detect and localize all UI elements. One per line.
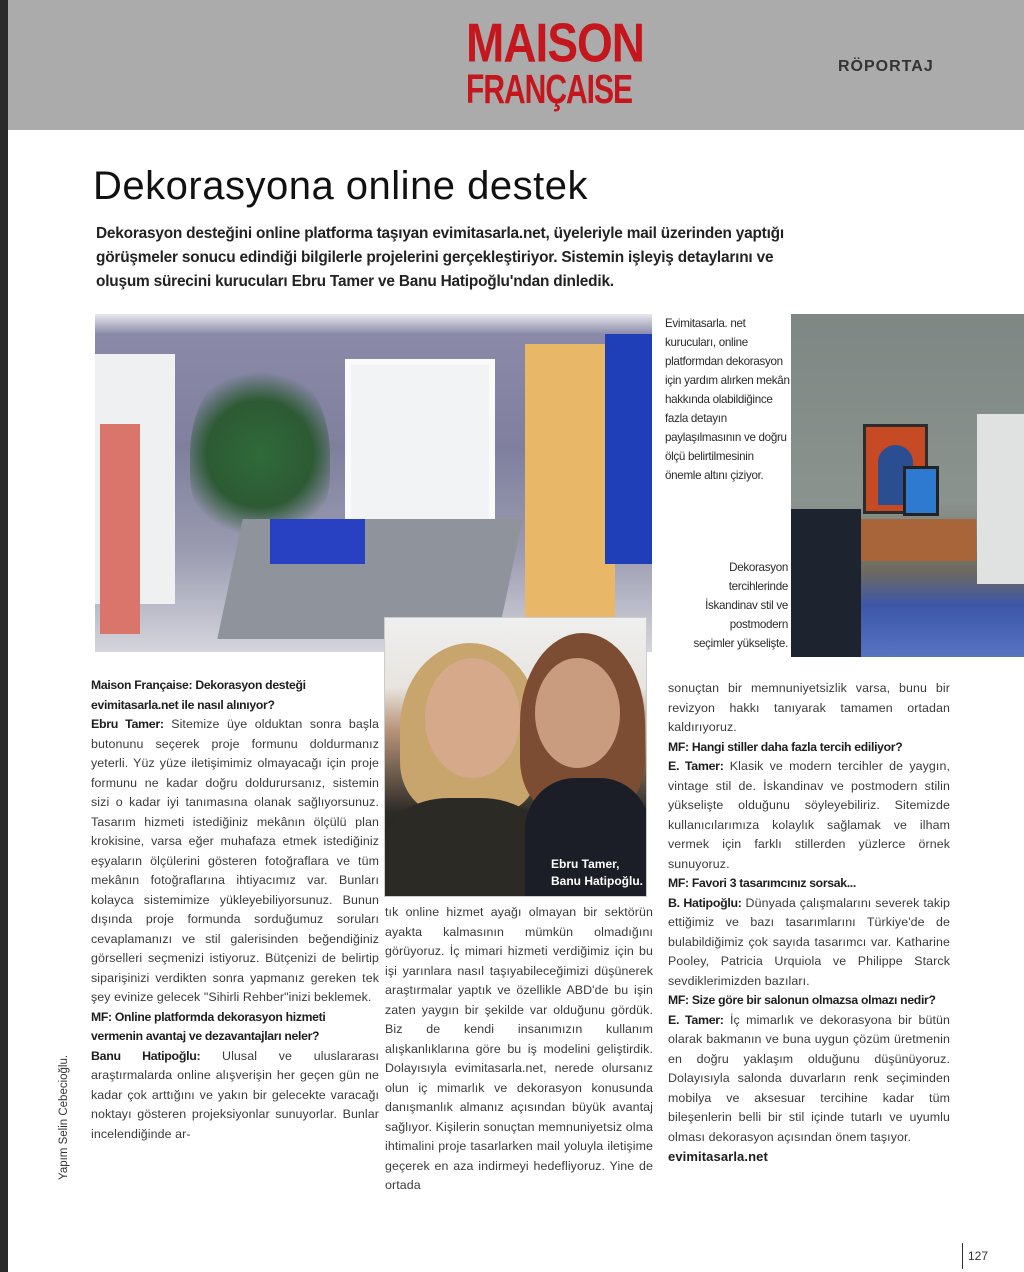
question-1: Maison Française: Dekorasyon desteği evimitasarla.net ile nasıl alınıyor? bbox=[91, 678, 306, 712]
speaker-label: E. Tamer: bbox=[668, 1012, 724, 1027]
maison-francaise-logo bbox=[466, 12, 644, 113]
article-lead: Dekorasyon desteğini online platforma taşıyan evimitasarla.net, üyeleriyle mail üzerinden yaptığı görüşmeler sonucu edindiği bilgilerle projelerini gerçekleştiriyor. Sistemin işleyiş detaylarını ve oluşum sürecini kurucuları Ebru Tamer ve Banu Hatipoğlu'ndan dinledik. bbox=[96, 225, 784, 290]
answer-2-part-2: tık online hizmet ayağı olmayan bir sektörün ayakta kalmasının mümkün olmadığını görüyoruz. İç mimari hizmeti verdiğimiz için bu işi yarınlara nasıl taşıyabileceğimizi düşünerek araştırmalar yaptık ve özellikle ABD'de bu işin zaten yaygın bir şekilde var olduğunu gördük. Biz de kendi insanımızın kullanım alışkanlıklarına göre bu iş modelini geliştirdik. Dolayısıyla evimitasarla.net, nerede olursanız olun iç mimarlık ve dekorasyon konusunda danışmanlık almanız açısından büyük avantaj sağlıyor. Kişilerin sonuçtan memnuniyetsiz olma ihtimalini proje tasarlarken mail yoluyla iletişime geçerek en aza indirmeyi hedefliyoruz. Yine de ortada bbox=[385, 905, 653, 1192]
photo-caption-founders-advice: Evimitasarla. net kurucuları, online platformdan dekorasyon için yardım alırken mekân hakkında olabildiğince fazla detayın paylaşılmasının ve doğru ölçü belirtilmesinin önemle altını çiziyor. bbox=[665, 317, 790, 482]
page-number: 127 bbox=[962, 1243, 988, 1269]
founders-photo bbox=[384, 617, 647, 897]
website-link[interactable]: evimitasarla.net bbox=[668, 1149, 768, 1164]
answer-2-part-3: sonuçtan bir memnuniyetsizlik varsa, bunu bir revizyon hakkı tanıyarak tamamen ortadan kaldırıyoruz. bbox=[668, 681, 950, 734]
question-4: MF: Favori 3 tasarımcınız sorsak... bbox=[668, 876, 856, 890]
text-column-1 bbox=[91, 676, 379, 1144]
founders-photo-caption: Ebru Tamer, Banu Hatipoğlu. bbox=[551, 857, 643, 888]
speaker-label: B. Hatipoğlu: bbox=[668, 895, 742, 910]
scan-edge bbox=[0, 0, 8, 1272]
answer-2-part-1: Banu Hatipoğlu: Ulusal ve uluslararası araştırmalarda online alışverişin her geçen gün ne kadar çok arttığını ve yakın bir gelecekte varacağı noktayı gösteren projeksiyonlar sunuyorlar. Bunlar incelendiğinde ar- bbox=[91, 1048, 379, 1141]
question-2: MF: Online platformda dekorasyon hizmeti vermenin avantaj ve dezavantajları neler? bbox=[91, 1009, 326, 1043]
answer-5: E. Tamer: İç mimarlık ve dekorasyona bir bütün olarak bakmanın ve buna uygun çözüm üretmenin en doğru yaklaşım olduğunu düşünüyoruz. Dolayısıyla salonda duvarların renk seçiminden mobilya ve aksesuar tercihine kadar tüm bileşenlerin belli bir stil içinde tutarlı ve uyumlu olması dekorasyon açısından önem taşıyor. bbox=[668, 1012, 950, 1144]
text-column-3 bbox=[668, 679, 950, 1167]
question-5: MF: Size göre bir salonun olmazsa olmazı nedir? bbox=[668, 993, 936, 1007]
living-room-photo bbox=[791, 314, 1024, 657]
answer-1: Ebru Tamer: Sitemize üye olduktan sonra başla butonunu seçerek proje formunu doldurmanız yeterli. Yüz yüze iletişimimiz olmayacağı için proje formunu ne kadar doğru doldurursanız, sistemin sizi o kadar iyi tanımasına olanak sağlıyorsunuz. Tasarım hizmeti istediğiniz mekânın ölçülü plan krokisine, varsa eğer muhafaza etmek istediğiniz eşyaların ölçülerini gösteren fotoğraflara ve tüm mekânın fotoğraflarına ihtiyacımız var. Bunları kolayca sistemimize yükleyebiliyorsunuz. Bunun dışında proje formunda sorduğumuz soruları cevaplamanızı ve stil galerisinden beğendiğiniz görselleri seçmenizi istiyoruz. Bütçenizi de belirtip siparişinizi verdikten sonra yapmanız gereken tek şey evinize gelecek "Sihirli Rehber"inizi beklemek. bbox=[91, 717, 379, 1004]
speaker-label: E. Tamer: bbox=[668, 759, 724, 773]
speaker-label: Banu Hatipoğlu: bbox=[91, 1048, 201, 1063]
speaker-label: Ebru Tamer: bbox=[91, 717, 164, 731]
question-3: MF: Hangi stiller daha fazla tercih ediliyor? bbox=[668, 739, 903, 754]
production-credit: Yapım Selin Cebecioğlu. bbox=[58, 1054, 70, 1180]
answer-3: E. Tamer: Klasik ve modern tercihler de yaygın, vintage stil de. İskandinav ve postmodern stilin yükselişte olduğunu söyleyebiliriz. Sitemizde kullanıcılarımıza kolaylık sağlamak ve ilham vermek için farklı stillerden yüzlerce örnek sunuyoruz. bbox=[668, 759, 950, 871]
text-column-2 bbox=[385, 903, 653, 1196]
dining-room-photo bbox=[95, 314, 652, 652]
logo-line-1: MAISON bbox=[466, 12, 644, 74]
answer-4: B. Hatipoğlu: Dünyada çalışmalarını severek takip ettiğimiz ve bazı tasarımlarını Türkiye'de de bulabildiğimiz çok sayıda tasarımcı var. Katharine Pooley, Patricia Urquiola ve Philippe Starck sevdiklerimizden bazıları. bbox=[668, 895, 951, 988]
photo-caption-styles: Dekorasyon tercihlerinde İskandinav stil ve postmodern seçimler yükselişte. bbox=[693, 561, 788, 650]
article-title: Dekorasyona online destek bbox=[93, 164, 589, 208]
logo-line-2: FRANÇAISE bbox=[466, 68, 633, 113]
section-label: RÖPORTAJ bbox=[838, 58, 934, 75]
